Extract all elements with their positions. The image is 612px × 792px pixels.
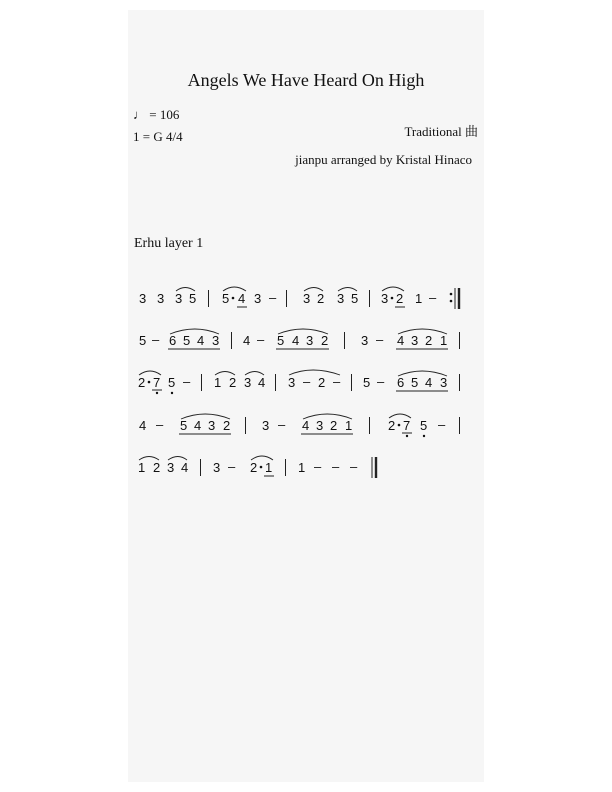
note: 2 — [425, 333, 433, 348]
dash: – — [376, 332, 384, 347]
note: 5 — [189, 291, 197, 306]
note: 6 — [397, 375, 405, 390]
note: 4 — [194, 418, 202, 433]
dash: – — [257, 332, 265, 347]
note: 3 — [208, 418, 216, 433]
dash: – — [228, 459, 236, 474]
note: 3 — [175, 291, 183, 306]
note: 2 — [321, 333, 329, 348]
song-title: Angels We Have Heard On High — [187, 70, 425, 90]
dash: – — [152, 332, 160, 347]
note: 1 — [440, 333, 448, 348]
low-octave-dot — [423, 435, 425, 437]
low-octave-dot — [171, 392, 173, 394]
score-line-4 — [139, 414, 460, 437]
note: 3 — [440, 375, 448, 390]
note: 3 — [316, 418, 324, 433]
dash: – — [350, 459, 358, 474]
note: 1 — [138, 460, 146, 475]
dash: – — [314, 459, 322, 474]
arranger-credit: jianpu arranged by Kristal Hinaco — [295, 152, 472, 167]
note: 2 — [396, 291, 404, 306]
note: 3 — [411, 333, 419, 348]
note: 3 — [381, 291, 389, 306]
note: 2 — [223, 418, 231, 433]
note: 1 — [214, 375, 222, 390]
low-octave-dot — [406, 435, 408, 437]
note: 6 — [169, 333, 177, 348]
dot — [260, 466, 263, 469]
note: 3 — [288, 375, 296, 390]
dash: – — [332, 459, 340, 474]
note: 3 — [167, 460, 175, 475]
key-time-signature: 1 = G 4/4 — [133, 129, 183, 144]
score-line-3 — [138, 370, 460, 394]
note: 5 — [180, 418, 188, 433]
dash: – — [429, 290, 437, 305]
note: 5 — [222, 291, 230, 306]
quarter-note-icon: ♩ — [133, 107, 146, 122]
note: 5 — [420, 418, 428, 433]
note: 3 — [337, 291, 345, 306]
dash: – — [438, 417, 446, 432]
dash: – — [333, 374, 341, 389]
note: 5 — [168, 375, 176, 390]
note: 1 — [415, 291, 423, 306]
note: 1 — [265, 460, 273, 475]
note: 1 — [298, 460, 306, 475]
note: 5 — [411, 375, 419, 390]
note: 5 — [139, 333, 147, 348]
note: 3 — [213, 460, 221, 475]
note: 2 — [318, 375, 326, 390]
repeat-dot — [450, 293, 453, 296]
note: 2 — [250, 460, 258, 475]
note: 4 — [197, 333, 205, 348]
score-line-1 — [139, 287, 459, 309]
note: 3 — [244, 375, 252, 390]
note: 2 — [330, 418, 338, 433]
composer-credit: Traditional 曲 — [404, 124, 478, 139]
dash: – — [183, 374, 191, 389]
note: 4 — [181, 460, 189, 475]
note: 5 — [183, 333, 191, 348]
note: 2 — [317, 291, 325, 306]
note: 2 — [229, 375, 237, 390]
dash: – — [156, 417, 164, 432]
note: 4 — [238, 291, 246, 306]
dot — [391, 297, 394, 300]
note: 2 — [388, 418, 396, 433]
dot — [148, 381, 151, 384]
note: 3 — [139, 291, 147, 306]
note: 3 — [157, 291, 165, 306]
tempo-value: = 106 — [149, 107, 180, 122]
note: 4 — [139, 418, 147, 433]
note: 3 — [262, 418, 270, 433]
note: 5 — [277, 333, 285, 348]
note: 3 — [303, 291, 311, 306]
dash: – — [377, 374, 385, 389]
note: 2 — [138, 375, 146, 390]
dash: – — [269, 290, 277, 305]
note: 3 — [361, 333, 369, 348]
part-label: Erhu layer 1 — [134, 236, 204, 251]
low-octave-dot — [156, 392, 158, 394]
note: 4 — [302, 418, 310, 433]
score-line-2 — [139, 329, 460, 349]
note: 1 — [345, 418, 353, 433]
note: 5 — [351, 291, 359, 306]
dot — [232, 297, 235, 300]
repeat-dot — [450, 300, 453, 303]
note: 3 — [212, 333, 220, 348]
score-line-5 — [138, 456, 376, 478]
note: 4 — [243, 333, 251, 348]
note: 2 — [153, 460, 161, 475]
note: 4 — [258, 375, 266, 390]
dash: – — [303, 374, 311, 389]
dash: – — [278, 417, 286, 432]
note: 3 — [254, 291, 262, 306]
note: 3 — [306, 333, 314, 348]
note: 5 — [363, 375, 371, 390]
note: 4 — [425, 375, 433, 390]
note: 7 — [403, 418, 411, 433]
dot — [398, 424, 401, 427]
note: 7 — [153, 375, 161, 390]
note: 4 — [292, 333, 300, 348]
note: 4 — [397, 333, 405, 348]
